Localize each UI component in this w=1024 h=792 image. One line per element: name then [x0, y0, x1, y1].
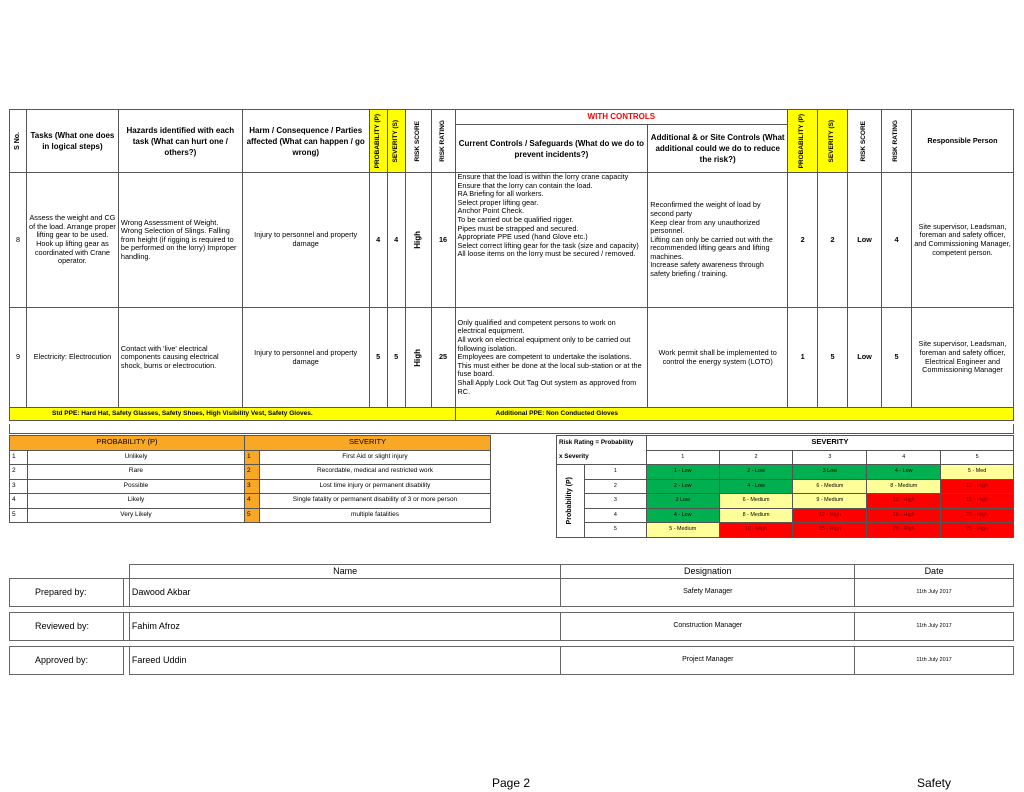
- row-additional-controls: Reconfirmed the weight of load by second party Keep clear from any unauthorized personnel. Lifting can only be carried out with the recommended lifting gears and lifting machines. Increase safety awareness through safety briefing / training.: [648, 173, 788, 308]
- matrix-cell: 10 - High: [941, 479, 1014, 494]
- matrix-cell: 4 - Low: [719, 479, 793, 494]
- matrix-cell: 16 - High: [867, 508, 941, 523]
- legend-label: Very Likely: [27, 508, 244, 523]
- row-probability-2: 1: [788, 308, 818, 408]
- matrix-row-p: 4: [584, 508, 646, 523]
- matrix-cell: 12 - High: [793, 508, 867, 523]
- header-additional-controls: Additional & or Site Controls (What additional could we do to reduce the risk?): [648, 125, 788, 173]
- legend-number: 2: [245, 465, 260, 480]
- row-task: Assess the weight and CG of the load. Arrange proper lifting gear to be used. Hook up lifting gear as coordinated with Crane operator.: [26, 173, 118, 308]
- legend-number: 3: [245, 479, 260, 494]
- matrix-cell: 6 - Medium: [719, 494, 793, 509]
- header-risk-score-2: RISK SCORE: [848, 110, 882, 173]
- row-severity: 5: [387, 308, 405, 408]
- row-hazard: Contact with 'live' electrical components causing electrical shock, burns or electrocution.: [118, 308, 242, 408]
- footer-section: Safety: [917, 776, 952, 790]
- matrix-cell: 4 - Low: [646, 508, 719, 523]
- row-probability: 5: [369, 308, 387, 408]
- matrix-cell: 15 - High: [941, 494, 1014, 509]
- row-risk-score-2: 5: [882, 308, 912, 408]
- matrix-cell: 3 Low: [646, 494, 719, 509]
- risk-assessment-table: [9, 109, 1014, 421]
- risk-matrix-title: Risk Rating = Probability: [557, 436, 647, 451]
- severity-col-3: 3: [793, 450, 867, 465]
- matrix-cell: 4 - Low: [867, 465, 941, 480]
- row-severity-2: 5: [818, 308, 848, 408]
- legend-number: 5: [10, 508, 28, 523]
- header-probability: PROBABILITY (P): [369, 110, 387, 173]
- severity-col-1: 1: [646, 450, 719, 465]
- row-current-controls: Ensure that the load is within the lorry crane capacity Ensure that the lorry can contain the load. RA Briefing for all workers. Select proper lifting gear. Anchor Point Check. To be carried out be qualified rigger. Pipes must be strapped and secured. Appropriate PPE used (hand Glove etc.) Select correct lifting gear for the task (size and capacity) All loose items on the lorry must be secured / removed.: [455, 173, 648, 308]
- table-row: [10, 173, 1014, 308]
- legend-label: Possible: [27, 479, 244, 494]
- signoff-date: 11th July 2017: [855, 613, 1014, 641]
- legend-label: Unlikely: [27, 450, 244, 465]
- std-ppe: Std PPE: Hard Hat, Safety Glasses, Safety Shoes, High Visibility Vest, Safety Gloves.: [10, 408, 456, 421]
- legend-number: 3: [10, 479, 28, 494]
- row-severity: 4: [387, 173, 405, 308]
- row-severity-2: 2: [818, 173, 848, 308]
- matrix-cell: 2 - Low: [719, 465, 793, 480]
- signoff-date: 11th July 2017: [855, 647, 1014, 675]
- row-probability: 4: [369, 173, 387, 308]
- matrix-cell: 1 - Low: [646, 465, 719, 480]
- header-probability-2: PROBABILITY (P): [788, 110, 818, 173]
- severity-col-4: 4: [867, 450, 941, 465]
- matrix-cell: 8 - Medium: [867, 479, 941, 494]
- matrix-cell: 5 - Medium: [646, 523, 719, 538]
- row-sno: 8: [10, 173, 27, 308]
- matrix-cell: 20 - High: [867, 523, 941, 538]
- probability-legend-title: PROBABILITY (P): [10, 436, 245, 451]
- probability-axis-label: Probability (P): [557, 465, 585, 538]
- severity-legend-title: SEVERITY: [245, 436, 491, 451]
- signoff-row: [10, 647, 1014, 675]
- matrix-cell: 5 - Med: [941, 465, 1014, 480]
- header-risk-rating-2: RISK RATING: [882, 110, 912, 173]
- legend-label: Recordable, medical and restricted work: [259, 465, 490, 480]
- legend-label: multiple fatalities: [259, 508, 490, 523]
- legend-label: Lost time injury or permanent disability: [259, 479, 490, 494]
- row-harm: Injury to personnel and property damage: [242, 173, 369, 308]
- matrix-row-p: 5: [584, 523, 646, 538]
- divider: [9, 424, 1014, 434]
- matrix-cell: 20 - High: [941, 508, 1014, 523]
- signoff-name: Fareed Uddin: [129, 647, 561, 675]
- header-sno: S No.: [10, 110, 27, 173]
- matrix-cell: 9 - Medium: [793, 494, 867, 509]
- legend-number: 1: [10, 450, 28, 465]
- matrix-cell: 2 - Low: [646, 479, 719, 494]
- signoff-date: 11th July 2017: [855, 579, 1014, 607]
- matrix-cell: 25 - High: [941, 523, 1014, 538]
- probability-legend: [9, 435, 245, 523]
- legend-number: 4: [245, 494, 260, 509]
- risk-matrix-title-2: x Severity: [557, 450, 647, 465]
- legend-label: Rare: [27, 465, 244, 480]
- matrix-row-p: 2: [584, 479, 646, 494]
- risk-matrix: [556, 435, 1014, 538]
- table-row: [10, 308, 1014, 408]
- signoff-name: Fahim Afroz: [129, 613, 561, 641]
- severity-col-2: 2: [719, 450, 793, 465]
- matrix-cell: 6 - Medium: [793, 479, 867, 494]
- header-risk-rating: RISK RATING: [431, 110, 455, 173]
- legend-label: Single fatality or permanent disability of 3 or more person: [259, 494, 490, 509]
- legend-number: 1: [245, 450, 260, 465]
- matrix-cell: 15 - High: [793, 523, 867, 538]
- row-current-controls: Only qualified and competent persons to work on electrical equipment. All work on electrical equipment only to be carried out following isolation. Employees are competent to undertake the isolations. This must either be done at the local sub-station or at the fuse board. Shall Apply Lock Out Tag Out system as approved from RC.: [455, 308, 648, 408]
- signoff-col-date: Date: [855, 565, 1014, 579]
- header-tasks: Tasks (What one does in logical steps): [26, 110, 118, 173]
- header-hazards: Hazards identified with each task (What can hurt one / others?): [118, 110, 242, 173]
- signoff-name: Dawood Akbar: [129, 579, 561, 607]
- row-risk-rating-2: Low: [848, 173, 882, 308]
- matrix-cell: 3 Low: [793, 465, 867, 480]
- matrix-cell: 8 - Medium: [719, 508, 793, 523]
- page-number: Page 2: [492, 776, 531, 790]
- signoff-row: [10, 613, 1014, 641]
- severity-col-5: 5: [941, 450, 1014, 465]
- row-risk-score: 16: [431, 173, 455, 308]
- row-responsible: Site supervisor, Leadsman, foreman and safety officer, and Commissioning Manager, competent person.: [911, 173, 1013, 308]
- risk-matrix-severity-header: SEVERITY: [646, 436, 1013, 451]
- matrix-cell: 10 - High: [719, 523, 793, 538]
- row-risk-rating: High: [405, 173, 431, 308]
- header-current-controls: Current Controls / Safeguards (What do we do to prevent incidents?): [455, 125, 648, 173]
- severity-legend: [244, 435, 491, 523]
- signoff-role: Reviewed by:: [10, 613, 124, 641]
- row-risk-rating-2: Low: [848, 308, 882, 408]
- signoff-corner: [10, 565, 130, 579]
- legend-label: Likely: [27, 494, 244, 509]
- row-hazard: Wrong Assessment of Weight. Wrong Selection of Slings. Falling from height (if rigging is required to be performed on the lorry) Improper handling.: [118, 173, 242, 308]
- row-responsible: Site supervisor, Leadsman, foreman and safety officer, Electrical Engineer and Commissioning Manager: [911, 308, 1013, 408]
- legend-number: 2: [10, 465, 28, 480]
- row-risk-rating: High: [405, 308, 431, 408]
- signoff-col-designation: Designation: [561, 565, 855, 579]
- additional-ppe: Additional PPE: Non Conducted Gloves: [455, 408, 1013, 421]
- header-harm: Harm / Consequence / Parties affected (What can happen / go wrong): [242, 110, 369, 173]
- signoff-col-name: Name: [129, 565, 561, 579]
- row-additional-controls: Work permit shall be implemented to control the energy system (LOTO): [648, 308, 788, 408]
- ppe-row: [10, 408, 1014, 421]
- matrix-row-p: 3: [584, 494, 646, 509]
- row-harm: Injury to personnel and property damage: [242, 308, 369, 408]
- legend-number: 5: [245, 508, 260, 523]
- signoff-designation: Project Manager: [561, 647, 855, 675]
- legend-number: 4: [10, 494, 28, 509]
- signoff-designation: Safety Manager: [561, 579, 855, 607]
- signoff-table: [9, 564, 1014, 675]
- header-severity: SEVERITY (S): [387, 110, 405, 173]
- matrix-cell: 12 - High: [867, 494, 941, 509]
- header-risk-score: RISK SCORE: [405, 110, 431, 173]
- matrix-row-p: 1: [584, 465, 646, 480]
- row-task: Electricity: Electrocution: [26, 308, 118, 408]
- row-risk-score: 25: [431, 308, 455, 408]
- legend-label: First Aid or slight injury: [259, 450, 490, 465]
- signoff-role: Approved by:: [10, 647, 124, 675]
- header-severity-2: SEVERITY (S): [818, 110, 848, 173]
- signoff-role: Prepared by:: [10, 579, 124, 607]
- row-probability-2: 2: [788, 173, 818, 308]
- signoff-designation: Construction Manager: [561, 613, 855, 641]
- header-responsible: Responsible Person: [911, 110, 1013, 173]
- row-risk-score-2: 4: [882, 173, 912, 308]
- signoff-row: [10, 579, 1014, 607]
- header-with-controls: WITH CONTROLS: [455, 110, 788, 125]
- row-sno: 9: [10, 308, 27, 408]
